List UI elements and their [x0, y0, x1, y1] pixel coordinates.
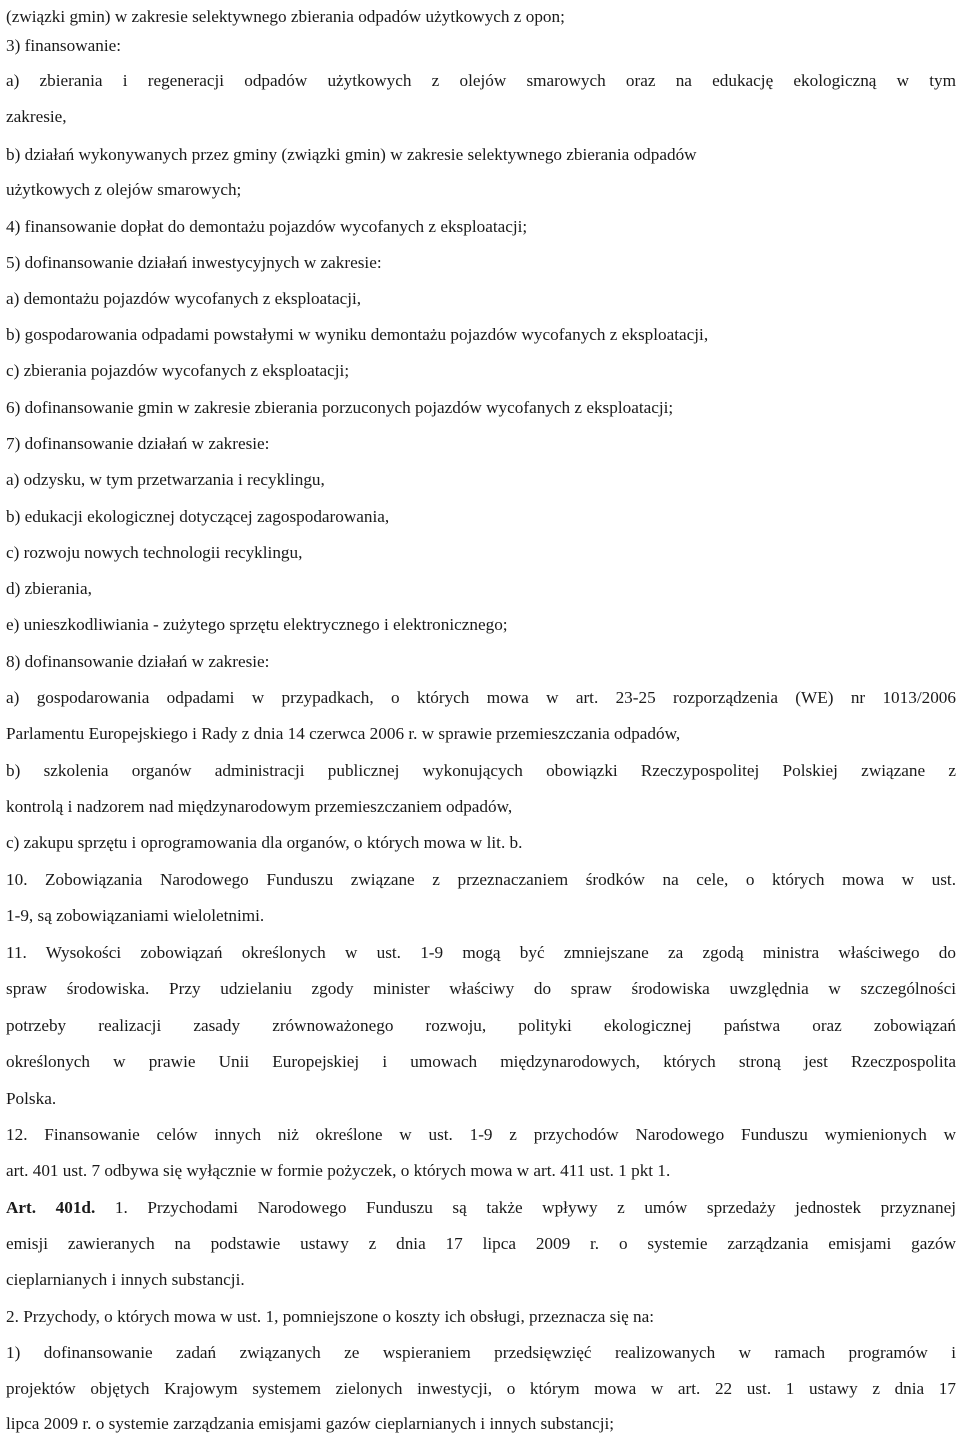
text-line: potrzeby realizacji zasady zrównoważonego rozwoju, polityki ekologicznej państwa oraz zobowiązań [6, 1016, 956, 1035]
text-line: a) odzysku, w tym przetwarzania i recyklingu, [6, 470, 325, 489]
text-line: określonych w prawie Unii Europejskiej i umowach międzynarodowych, których stroną jest Rzeczpospolita [6, 1052, 956, 1071]
text-line: 3) finansowanie: [6, 36, 122, 55]
text-line: c) rozwoju nowych technologii recyklingu, [6, 543, 303, 562]
text-line: (związki gmin) w zakresie selektywnego zbierania odpadów użytkowych z opon; [6, 7, 565, 26]
text-line: lipca 2009 r. o systemie zarządzania emisjami gazów cieplarnianych i innych substancji; [6, 1414, 615, 1433]
text-line: emisji zawieranych na podstawie ustawy z dnia 17 lipca 2009 r. o systemie zarządzania emisjami gazów [6, 1234, 956, 1253]
text-line: c) zakupu sprzętu i oprogramowania dla organów, o których mowa w lit. b. [6, 833, 523, 852]
text-line: 7) dofinansowanie działań w zakresie: [6, 434, 270, 453]
text-line: spraw środowiska. Przy udzielaniu zgody minister właściwy do spraw środowiska uwzględnia w szczególności [6, 979, 956, 998]
text-line: projektów objętych Krajowym systemem zielonych inwestycji, o którym mowa w art. 22 ust. 1 ustawy z dnia 17 [6, 1379, 956, 1398]
text-line: 4) finansowanie dopłat do demontażu pojazdów wycofanych z eksploatacji; [6, 217, 528, 236]
text-line: Parlamentu Europejskiego i Rady z dnia 14 czerwca 2006 r. w sprawie przemieszczania odpadów, [6, 724, 681, 743]
text-line: zakresie, [6, 107, 67, 126]
text-line: a) gospodarowania odpadami w przypadkach, o których mowa w art. 23-25 rozporządzenia (WE) nr 1013/2006 [6, 688, 956, 707]
text-line: b) edukacji ekologicznej dotyczącej zagospodarowania, [6, 507, 390, 526]
text-line: kontrolą i nadzorem nad międzynarodowym przemieszczaniem odpadów, [6, 797, 513, 816]
text-line: 12. Finansowanie celów innych niż określone w ust. 1-9 z przychodów Narodowego Funduszu wymienionych w [6, 1125, 956, 1144]
text-line: 5) dofinansowanie działań inwestycyjnych w zakresie: [6, 253, 382, 272]
text-line: Polska. [6, 1089, 57, 1108]
text-line: b) szkolenia organów administracji publicznej wykonujących obowiązki Rzeczypospolitej Polskiej związane z [6, 761, 956, 780]
text-line: użytkowych z olejów smarowych; [6, 180, 242, 199]
text-line: 8) dofinansowanie działań w zakresie: [6, 652, 270, 671]
text-line: d) zbierania, [6, 579, 92, 598]
article-text: 1. Przychodami Narodowego Funduszu są także wpływy z umów sprzedaży jednostek przyznanej [114, 1198, 956, 1217]
text-line: 1) dofinansowanie zadań związanych ze wspieraniem przedsięwzięć realizowanych w ramach programów i [6, 1343, 956, 1362]
article-heading: Art. 401d. [6, 1198, 96, 1217]
text-line: 10. Zobowiązania Narodowego Funduszu związane z przeznaczaniem środków na cele, o których mowa w ust. [6, 870, 956, 889]
text-line [6, 1190, 956, 1226]
text-line: a) demontażu pojazdów wycofanych z eksploatacji, [6, 289, 362, 308]
text-line: 2. Przychody, o których mowa w ust. 1, pomniejszone o koszty ich obsługi, przeznacza się na: [6, 1307, 655, 1326]
text-line: a) zbierania i regeneracji odpadów użytkowych z olejów smarowych oraz na edukację ekologiczną w tym [6, 71, 956, 90]
text-line: b) działań wykonywanych przez gminy (związki gmin) w zakresie selektywnego zbierania odpadów [6, 145, 697, 164]
text-line: c) zbierania pojazdów wycofanych z eksploatacji; [6, 361, 350, 380]
text-line: 11. Wysokości zobowiązań określonych w ust. 1-9 mogą być zmniejszane za zgodą ministra właściwego do [6, 943, 956, 962]
text-line: 1-9, są zobowiązaniami wieloletnimi. [6, 906, 265, 925]
text-line: b) gospodarowania odpadami powstałymi w wyniku demontażu pojazdów wycofanych z eksploatacji, [6, 325, 709, 344]
text-line: 6) dofinansowanie gmin w zakresie zbierania porzuconych pojazdów wycofanych z eksploatacji; [6, 398, 674, 417]
text-line: art. 401 ust. 7 odbywa się wyłącznie w formie pożyczek, o których mowa w art. 411 ust. 1 pkt 1. [6, 1161, 671, 1180]
text-line: e) unieszkodliwiania - zużytego sprzętu elektrycznego i elektronicznego; [6, 615, 508, 634]
text-line: cieplarnianych i innych substancji. [6, 1270, 245, 1289]
